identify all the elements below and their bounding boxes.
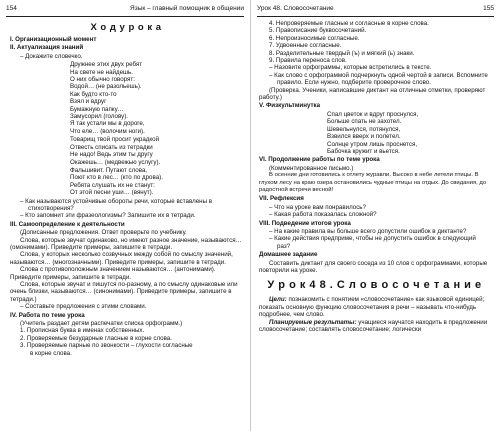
list-item: 3. Проверяемые парные по звонкости – глухости согласные	[20, 342, 193, 350]
question-line: – Какая работа показалась сложной?	[269, 211, 377, 219]
poem-line: Бабочка кружит и вьется.	[327, 147, 400, 155]
left-page-number: 154	[6, 5, 17, 12]
poem-line: О них обычно говорят:	[70, 76, 135, 84]
poem-line: Я так устали мы в дороге,	[70, 120, 145, 128]
right-page-number: 155	[483, 5, 494, 12]
instruction-line: – Составьте предложения с этими словами.	[20, 303, 147, 311]
results-text: учащиеся научатся находить в предложении словосочетание; составлять словосочетание; логически	[259, 318, 488, 334]
poem-line: Шевельнулся, потянулся,	[327, 125, 401, 133]
question-line: – На какие правила вы больше всего допустили ошибок в диктанте?	[269, 227, 467, 235]
poem-line: Солнце утром лишь проснется,	[327, 140, 418, 148]
poem-line: На свете не найдешь.	[70, 68, 133, 76]
paragraph: Слова, которые звучат и пишутся по-разному, а по смыслу одинаковые или очень близки, называются… (синонимами). Приведите примеры, запишите в тетради.)	[10, 281, 238, 303]
right-running-header	[257, 2, 494, 17]
results-paragraph	[259, 319, 490, 334]
paragraph: Слова, у которых несколько созвучных между собой по смыслу значений, называются… (многозначными). Приведите примеры, запишите в тетради.	[10, 251, 233, 266]
paragraph: (Учитель раздает детям распечатки списка орфограмм.)	[20, 320, 183, 328]
poem-line: Ребята слушать их не станут:	[70, 181, 155, 189]
list-item: 8. Разделительные твердый (ъ) и мягкий (ь) знаки.	[269, 49, 415, 57]
poem-line: Взвился вверх и полетел.	[327, 133, 401, 141]
poem-line: Поют кто в лес… (кто по дрова).	[70, 174, 163, 182]
goals-text: познакомить с понятием «словосочетание» как языковой единицей; показать основную функцию словосочетания в речи – называть что-нибудь подробнее, чем слово.	[259, 296, 485, 319]
poem-line: Что еле… (волочим ноги).	[70, 127, 145, 135]
section-heading-1: I. Организационный момент	[10, 36, 97, 43]
results-label: Планируемые результаты:	[269, 318, 357, 326]
poem-line: Фальшивит. Путают слова,	[70, 166, 148, 174]
exercise-poem	[327, 111, 490, 155]
poem-line: Взял и вдруг	[70, 98, 107, 106]
lesson-plan-title: Х о д у р о к а	[90, 22, 162, 33]
poem-2	[70, 136, 242, 166]
section-heading-6: VI. Продолжение работы по теме урока	[259, 156, 380, 164]
list-item: 1. Прописная буква в именах собственных.	[20, 327, 145, 335]
left-running-header	[6, 2, 244, 17]
poem-line: Отвесть списать из тетрадки	[70, 143, 153, 151]
paragraph: Составить диктант для своего соседа из 10 слов с орфограммами, которые повторили на уроке.	[259, 259, 488, 274]
question-line: – Как слово с орфограммой подчеркнуть одной чертой в записи. Вспомните правило. Если нужно, подберите проверочное слово.	[269, 71, 488, 87]
left-column	[10, 20, 242, 357]
question-line: – Что на уроке вам понравилось?	[269, 203, 366, 211]
section-heading-4: IV. Работа по теме урока	[10, 311, 85, 319]
poem-line: От этой песни уши… (вянут).	[70, 189, 154, 197]
poem-line: Спал цветок и вдруг проснулся,	[327, 110, 419, 118]
question-line: – Назовите орфограммы, которые встретились в тексте.	[269, 64, 432, 72]
poem-line: Не надо! Ведь этим ты другу	[70, 151, 153, 159]
paragraph: (Проверка. Ученики, написавшие диктант на отличные отметки, проверяют работу.)	[259, 86, 486, 102]
poem-3	[70, 167, 242, 197]
question-line: – Как называются устойчивые обороты речи, которые вставлены в стихотворения?	[20, 197, 213, 212]
list-item: 9. Правила переноса слов.	[269, 57, 347, 65]
poem-line: Дружнее этих двух ребят	[70, 61, 143, 69]
list-item: 4. Непроверяемые гласные и согласные в корне слова.	[269, 20, 429, 27]
list-item: 5. Правописание буквосочетаний.	[269, 27, 367, 35]
instruction-line: – Докажите словечко.	[20, 52, 83, 60]
paragraph: (Дописанные предложения. Ответ проверьте по учебнику.	[20, 229, 187, 237]
paragraph: (Комментированное письмо.)	[269, 164, 354, 172]
right-running-title: Урок 48. Словосочетание	[257, 5, 334, 12]
poem-line: Водой… (не разольешь).	[70, 83, 142, 91]
goals-paragraph	[259, 296, 490, 318]
next-lesson-title: У р о к 4 8 . С л о в о с о ч е т а н и е	[267, 279, 482, 292]
section-heading-7: VII. Рефлексия	[259, 195, 304, 203]
question-line: – Какие действия предприме, чтобы не допустить ошибок в следующий раз?	[269, 235, 476, 250]
poem-line: Товарищ твой просит украдкой	[70, 136, 160, 144]
homework-heading: Домашнее задание	[259, 251, 318, 259]
section-heading-5: V. Физкультминутка	[259, 102, 321, 110]
poem-line: Замусорил (голову).	[70, 113, 128, 121]
poem-line: Бумажную папку…	[70, 105, 124, 113]
list-item: в корне слова.	[30, 349, 72, 357]
dictation-text: В осенние дни готовились к отлету журавли. Высоко в небе летели птицы. В глухом лесу на краю озера остановились чудные птицы на отдых. До свидания, до радостной встречи весной!	[259, 172, 487, 193]
poem-1	[70, 61, 242, 135]
paragraph: Слова, которые звучат одинаково, но имеют разное значение, называются… (омонимами). Приведите примеры, запишите в тетради.	[10, 236, 242, 251]
right-page	[250, 0, 500, 431]
poem-line: Окажешь… (медвежью услугу).	[70, 158, 161, 166]
goals-label: Цели:	[269, 296, 287, 304]
list-item: 7. Удвоенные согласные.	[269, 42, 342, 50]
list-item: 2. Проверяемые безударные гласные в корне слова.	[20, 334, 172, 342]
right-column	[259, 20, 490, 333]
section-heading-8: VIII. Подведение итогов урока	[259, 219, 351, 227]
poem-line: Больше спать не захотел.	[327, 118, 402, 126]
list-item: 6. Непроизносимые согласные.	[269, 34, 360, 42]
poem-line: Как будто кто-то	[70, 90, 117, 98]
paragraph: Слова с противоположным значением называются… (антонимами). Приведите примеры, запишите в тетради.	[10, 266, 216, 281]
section-heading-3: III. Самоопределение к деятельности	[10, 220, 125, 228]
section-heading-2: II. Актуализация знаний	[10, 44, 84, 52]
question-line: – Кто запомнит эти фразеологизмы? Запишите их в тетради.	[20, 212, 196, 220]
left-running-title: Язык – главный помощник в общении	[130, 5, 244, 12]
